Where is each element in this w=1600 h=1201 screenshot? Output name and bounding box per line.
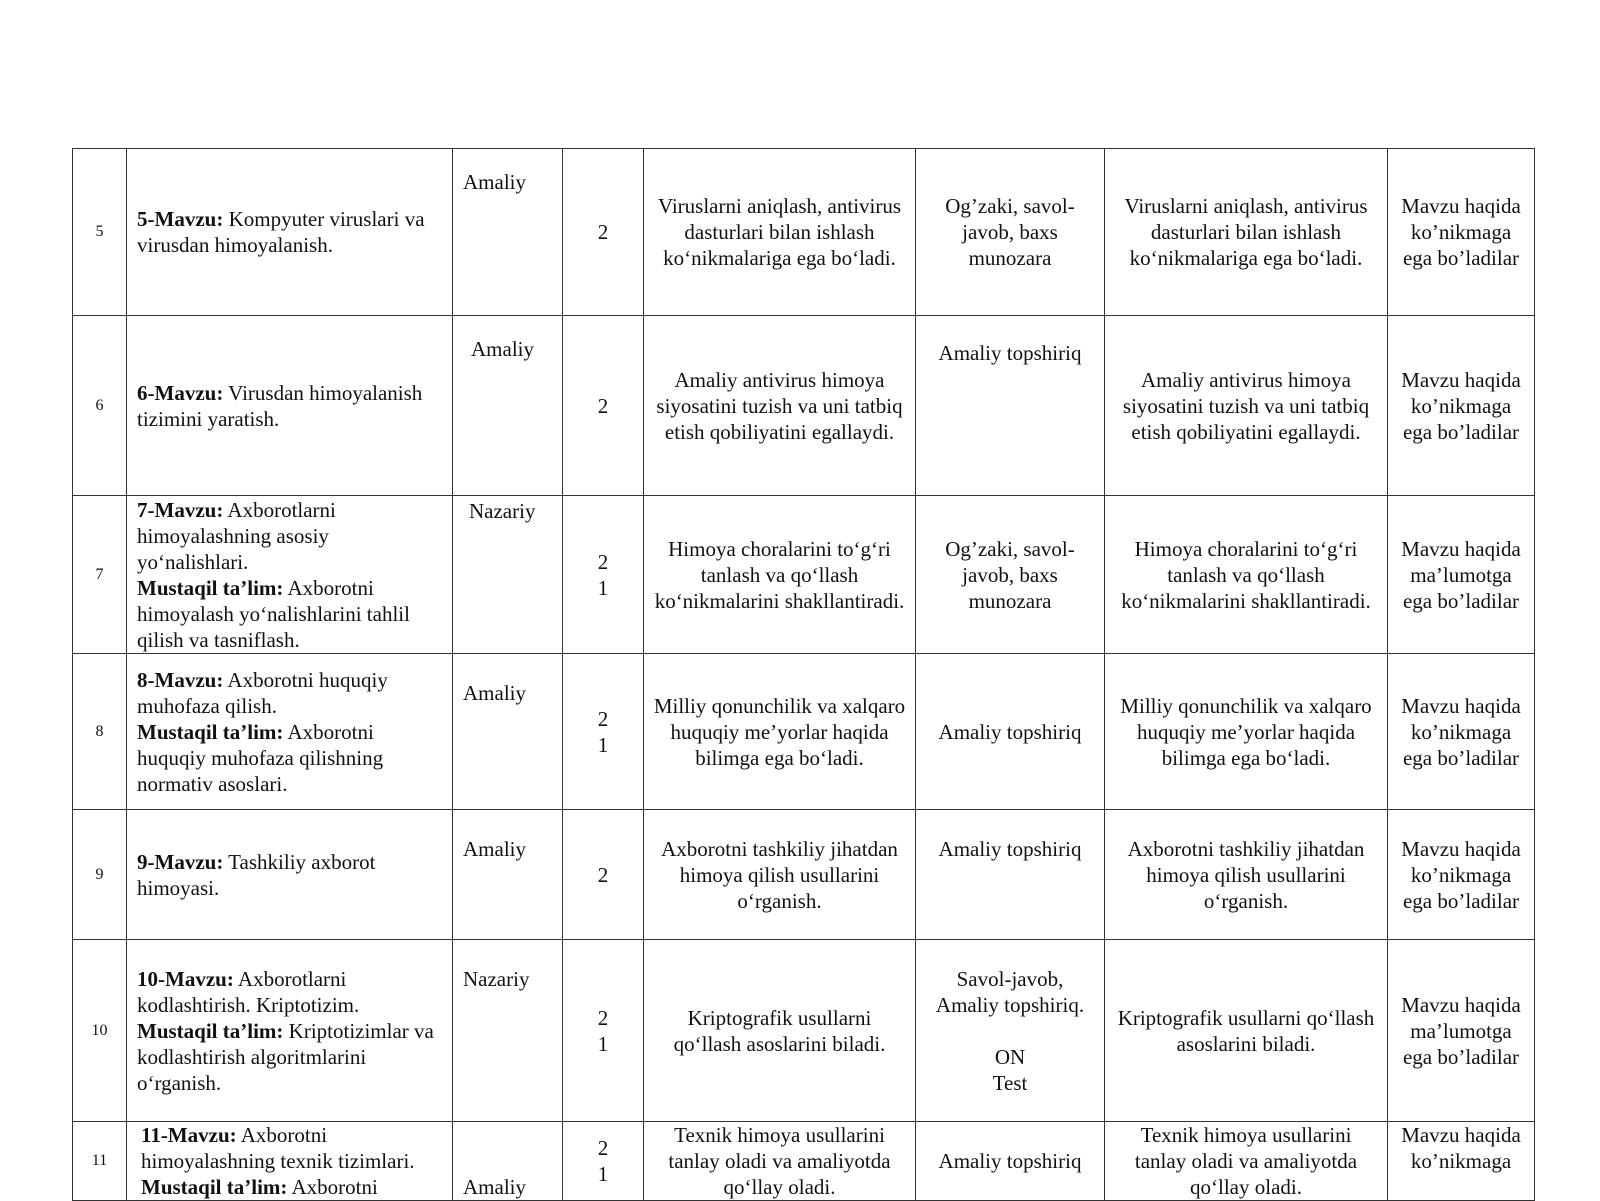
self-study-label: Mustaqil ta’lim:: [137, 719, 284, 744]
hours-value: 2: [597, 1136, 609, 1160]
topic-text: Axborotlarni himoyalashning asosiy yo‘nalishlari.: [137, 497, 336, 574]
learning-outcome: Viruslarni aniqlash, antivirus dasturlari bilan ishlash ko‘nikmalariga ega bo‘ladi.: [644, 149, 916, 316]
topic-label: 7-Mavzu:: [137, 497, 224, 522]
teaching-method: Savol-javob, Amaliy topshiriq. ON Test: [916, 940, 1105, 1122]
hours-cell: [563, 149, 644, 316]
table-row: [73, 149, 1535, 316]
assessment: Mavzu haqida ko’nikmaga ega bo’ladilar: [1388, 654, 1535, 810]
lesson-type: Amaliy: [453, 1122, 563, 1201]
self-study-label: Mustaqil ta’lim:: [137, 575, 284, 600]
expected-result: Texnik himoya usullarini tanlay oladi va amaliyotda qo‘llay oladi.: [1105, 1122, 1388, 1201]
hours-value: 2: [597, 1005, 609, 1030]
self-study-text: Axborotni: [287, 1175, 378, 1199]
learning-outcome: Milliy qonunchilik va xalqaro huquqiy me’yorlar haqida bilimga ega bo‘ladi.: [644, 654, 916, 810]
assessment: Mavzu haqida ma’lumotga ega bo’ladilar: [1388, 496, 1535, 654]
row-number: 5: [73, 149, 127, 316]
row-number: 9: [73, 810, 127, 940]
assessment: Mavzu haqida ko’nikmaga: [1388, 1122, 1535, 1201]
learning-outcome: Axborotni tashkiliy jihatdan himoya qilish usullarini o‘rganish.: [644, 810, 916, 940]
hours-value: 2: [597, 862, 609, 887]
topic-text: Kompyuter viruslari va virusdan himoyalanish.: [137, 207, 425, 257]
lesson-type: Amaliy: [453, 654, 563, 810]
hours-cell: [563, 496, 644, 654]
row-number: 7: [73, 496, 127, 654]
table-row: [73, 1122, 1535, 1201]
topic-text: Tashkiliy axborot himoyasi.: [137, 849, 376, 900]
topic-cell: [127, 149, 453, 316]
row-number: 10: [73, 940, 127, 1122]
learning-outcome: Amaliy antivirus himoya siyosatini tuzish va uni tatbiq etish qobiliyatini egallaydi.: [644, 316, 916, 496]
self-study-text: Kriptotizimlar va kodlashtirish algoritmlarini o‘rganish.: [137, 1018, 434, 1095]
table-row: [73, 316, 1535, 496]
hours-value: 2: [597, 393, 609, 418]
hours-value: 1: [597, 575, 609, 600]
hours-value: 1: [597, 1162, 609, 1186]
hours-cell: [563, 940, 644, 1122]
hours-value: 2: [597, 220, 609, 244]
assessment: Mavzu haqida ko’nikmaga ega bo’ladilar: [1388, 316, 1535, 496]
hours-value: 2: [597, 549, 609, 574]
row-number: 8: [73, 654, 127, 810]
topic-cell: [127, 316, 453, 496]
topic-label: 6-Mavzu:: [137, 380, 224, 405]
lesson-type: Amaliy: [453, 810, 563, 940]
topic-label: 10-Mavzu:: [137, 966, 234, 991]
self-study-label: Mustaqil ta’lim:: [141, 1175, 288, 1199]
teaching-method: Og’zaki, savol-javob, baxs munozara: [916, 149, 1105, 316]
topic-label: 11-Mavzu:: [141, 1123, 237, 1147]
topic-label: 8-Mavzu:: [137, 667, 224, 692]
topic-cell: [127, 654, 453, 810]
expected-result: Viruslarni aniqlash, antivirus dasturlari bilan ishlash ko‘nikmalariga ega bo‘ladi.: [1105, 149, 1388, 316]
assessment: Mavzu haqida ko’nikmaga ega bo’ladilar: [1388, 149, 1535, 316]
expected-result: Himoya choralarini to‘g‘ri tanlash va qo‘llash ko‘nikmalarini shakllantiradi.: [1105, 496, 1388, 654]
lesson-type: Amaliy: [453, 316, 563, 496]
table-row: [73, 940, 1535, 1122]
self-study-label: Mustaqil ta’lim:: [137, 1018, 284, 1043]
hours-cell: [563, 1122, 644, 1201]
teaching-method: Amaliy topshiriq: [916, 316, 1105, 496]
learning-outcome: Himoya choralarini to‘g‘ri tanlash va qo‘llash ko‘nikmalarini shakllantiradi.: [644, 496, 916, 654]
topic-text: Virusdan himoyalanish tizimini yaratish.: [137, 380, 423, 431]
expected-result: Amaliy antivirus himoya siyosatini tuzish va uni tatbiq etish qobiliyatini egallaydi.: [1105, 316, 1388, 496]
self-study-text: Axborotni huquqiy muhofaza qilishning normativ asoslari.: [137, 719, 384, 796]
hours-cell: [563, 316, 644, 496]
assessment: Mavzu haqida ko’nikmaga ega bo’ladilar: [1388, 810, 1535, 940]
topic-label: 5-Mavzu:: [137, 207, 224, 231]
topic-text: Axborotlarni kodlashtirish. Kriptotizim.: [137, 966, 360, 1017]
hours-cell: [563, 810, 644, 940]
expected-result: Axborotni tashkiliy jihatdan himoya qilish usullarini o‘rganish.: [1105, 810, 1388, 940]
hours-value: 2: [597, 706, 609, 731]
topic-cell: [127, 940, 453, 1122]
hours-value: 1: [597, 1031, 609, 1056]
learning-outcome: Texnik himoya usullarini tanlay oladi va amaliyotda qo‘llay oladi.: [644, 1122, 916, 1201]
topic-cell: [127, 1122, 453, 1201]
topic-text: Axborotni huquqiy muhofaza qilish.: [137, 667, 388, 718]
topic-label: 9-Mavzu:: [137, 849, 224, 874]
table-row: [73, 496, 1535, 654]
curriculum-table: [72, 148, 1535, 1201]
expected-result: Milliy qonunchilik va xalqaro huquqiy me’yorlar haqida bilimga ega bo‘ladi.: [1105, 654, 1388, 810]
expected-result: Kriptografik usullarni qo‘llash asoslarini biladi.: [1105, 940, 1388, 1122]
learning-outcome: Kriptografik usullarni qo‘llash asoslarini biladi.: [644, 940, 916, 1122]
teaching-method: Og’zaki, savol-javob, baxs munozara: [916, 496, 1105, 654]
topic-cell: [127, 496, 453, 654]
hours-value: 1: [597, 732, 609, 757]
table-row: [73, 654, 1535, 810]
hours-cell: [563, 654, 644, 810]
row-number: 11: [73, 1122, 127, 1201]
row-number: 6: [73, 316, 127, 496]
lesson-type: Amaliy: [453, 149, 563, 316]
teaching-method: Amaliy topshiriq: [916, 810, 1105, 940]
lesson-type: Nazariy: [453, 496, 563, 654]
teaching-method: Amaliy topshiriq: [916, 1122, 1105, 1201]
assessment: Mavzu haqida ma’lumotga ega bo’ladilar: [1388, 940, 1535, 1122]
self-study-text: Axborotni himoyalash yo‘nalishlarini tahlil qilish va tasniflash.: [137, 575, 410, 652]
topic-text: Axborotni himoyalashning texnik tizimlari.: [141, 1123, 415, 1173]
lesson-type: Nazariy: [453, 940, 563, 1122]
teaching-method: Amaliy topshiriq: [916, 654, 1105, 810]
topic-cell: [127, 810, 453, 940]
table-row: [73, 810, 1535, 940]
